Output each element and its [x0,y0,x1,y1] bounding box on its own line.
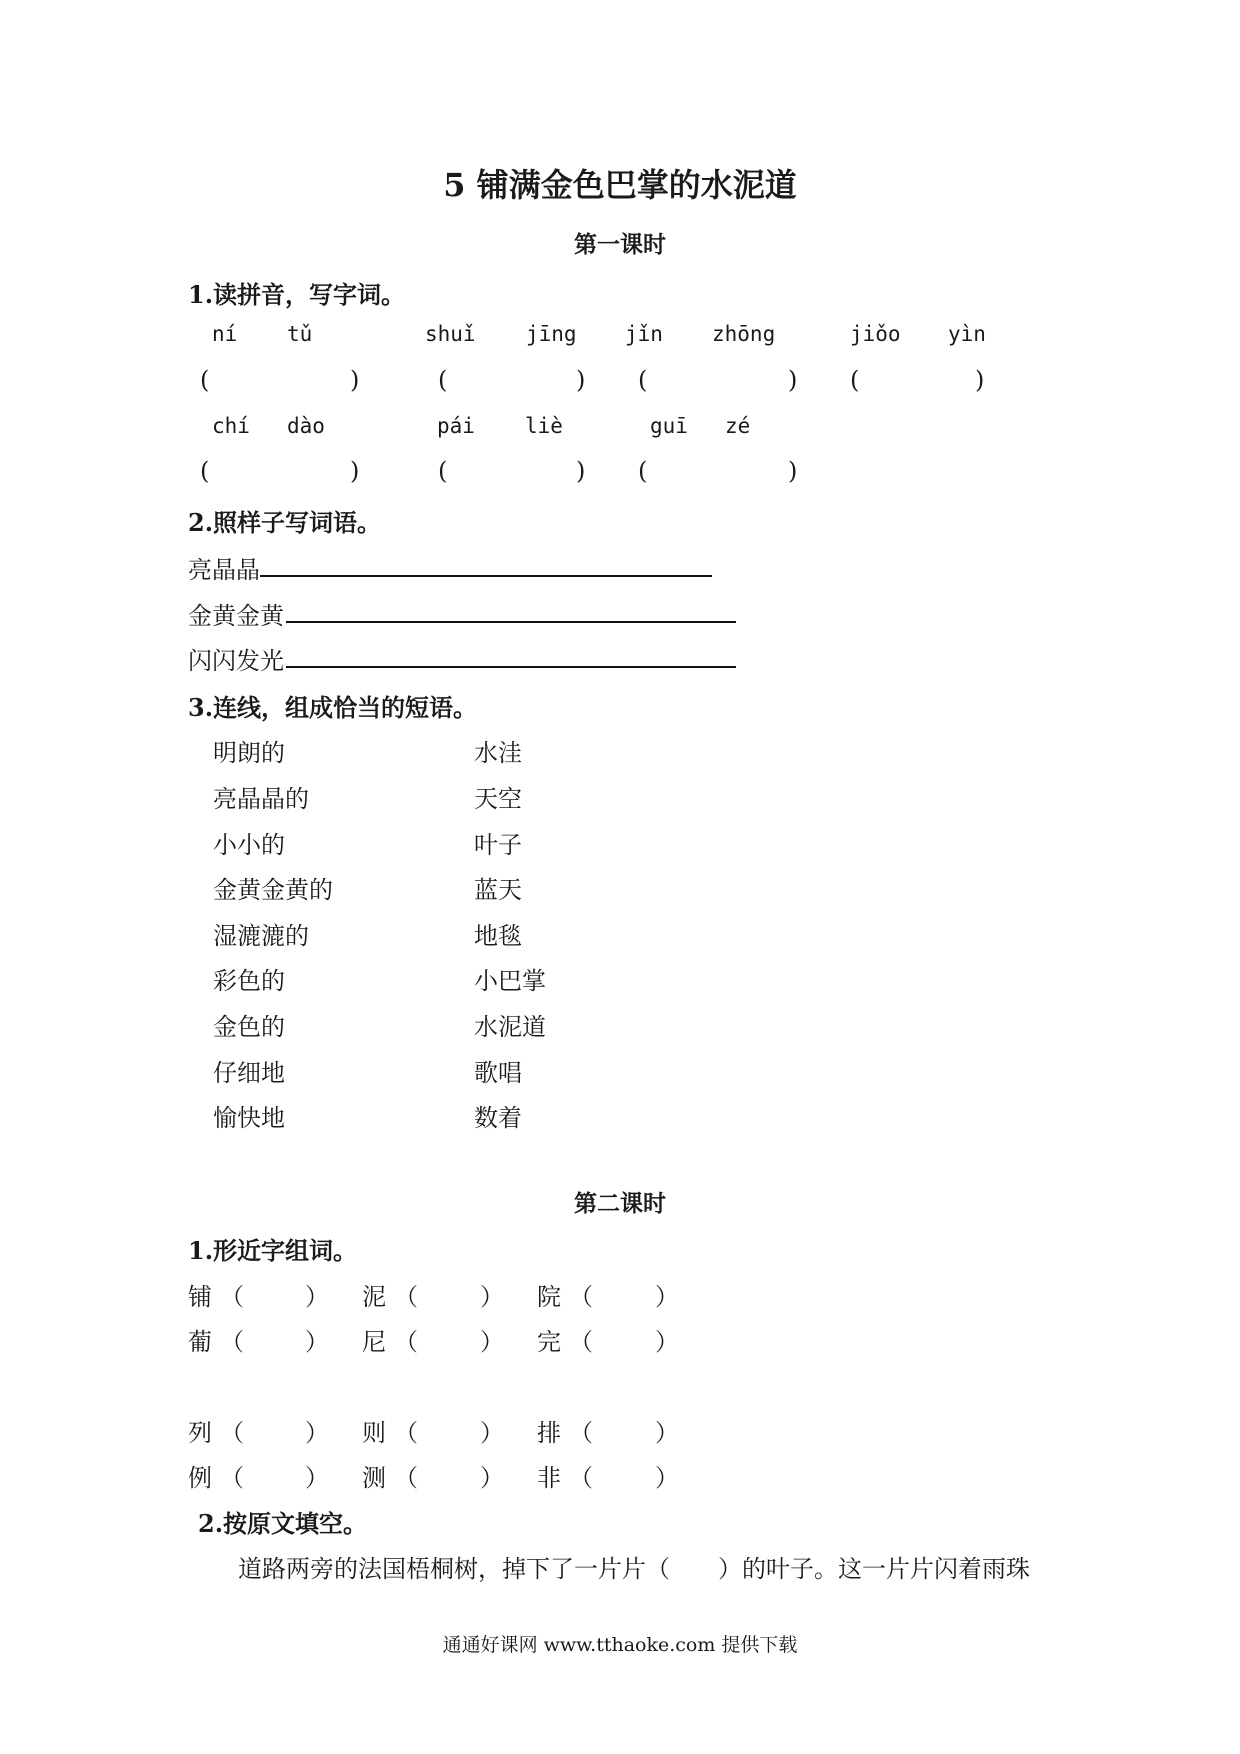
answer-blank-close: ） [655,1464,679,1492]
match-right-item: 数着 [474,1104,522,1132]
match-right-item: 蓝天 [474,876,522,904]
pinyin: zé [725,414,751,438]
similar-char: 完 [537,1328,561,1356]
pinyin: dào [287,414,325,438]
q1-heading: 1.读拼音，写字词。 [188,280,406,309]
match-left-item: 金色的 [213,1013,285,1041]
answer-blank-open: ( [850,366,860,394]
pinyin: tǔ [287,322,313,346]
pinyin: jiǒo [850,322,901,346]
answer-blank-close: ) [788,457,798,485]
pinyin: chí [212,414,250,438]
answer-blank-open: ( [438,457,448,485]
answer-blank-open: （ [394,1419,418,1447]
page-title: 5 铺满金色巴掌的水泥道 [443,166,797,204]
answer-blank-close: ） [480,1283,504,1311]
answer-blank-close: ） [480,1328,504,1356]
answer-blank-close: ) [576,457,586,485]
answer-blank-close: ） [480,1419,504,1447]
answer-blank-open: ( [638,366,648,394]
match-left-item: 愉快地 [213,1104,285,1132]
q2-heading: 2.照样子写词语。 [188,508,382,537]
similar-char: 列 [188,1419,212,1447]
answer-blank-open: ( [200,457,210,485]
similar-char: 院 [537,1283,561,1311]
answer-blank-close: ) [576,366,586,394]
answer-blank-close: ) [350,457,360,485]
answer-blank-close: ) [975,366,985,394]
l2-q2-heading: 2.按原文填空。 [198,1509,368,1538]
answer-blank-open: ( [638,457,648,485]
answer-blank-open: （ [569,1328,593,1356]
example-word: 亮晶晶 [188,556,260,584]
pinyin: ní [212,322,238,346]
answer-blank-open: ( [438,366,448,394]
similar-char: 葡 [188,1328,212,1356]
similar-char: 尼 [362,1328,386,1356]
answer-blank-open: （ [394,1464,418,1492]
answer-blank-open: ( [200,366,210,394]
answer-blank-open: （ [569,1419,593,1447]
pinyin: guī [650,414,688,438]
similar-char: 排 [537,1419,561,1447]
answer-blank-open: （ [569,1283,593,1311]
answer-line[interactable] [260,575,712,577]
l2-q1-heading: 1.形近字组词。 [188,1236,358,1265]
example-word: 闪闪发光 [188,647,284,675]
similar-char: 则 [362,1419,386,1447]
match-right-item: 天空 [474,785,522,813]
answer-blank-close: ） [305,1419,329,1447]
match-right-item: 叶子 [474,831,522,859]
similar-char: 非 [537,1464,561,1492]
match-left-item: 湿漉漉的 [213,922,309,950]
pinyin: shuǐ [425,322,476,346]
answer-blank-open: （ [394,1328,418,1356]
similar-char: 例 [188,1464,212,1492]
lesson1-label: 第一课时 [574,231,666,258]
match-left-item: 金黄金黄的 [213,876,333,904]
answer-line[interactable] [286,621,736,623]
match-right-item: 小巴掌 [474,967,546,995]
similar-char: 测 [362,1464,386,1492]
similar-char: 泥 [362,1283,386,1311]
similar-char: 铺 [188,1283,212,1311]
answer-blank-close: ) [350,366,360,394]
match-right-item: 地毯 [474,922,522,950]
answer-blank-open: （ [220,1328,244,1356]
answer-blank-close: ） [305,1328,329,1356]
answer-blank-open: （ [220,1283,244,1311]
lesson2-label: 第二课时 [574,1190,666,1217]
match-left-item: 彩色的 [213,967,285,995]
match-left-item: 小小的 [213,831,285,859]
match-left-item: 仔细地 [213,1059,285,1087]
pinyin: yìn [948,322,986,346]
example-word: 金黄金黄 [188,602,284,630]
fill-in-text: 道路两旁的法国梧桐树，掉下了一片片（ ）的叶子。这一片片闪着雨珠 [238,1555,1030,1583]
answer-blank-close: ） [655,1328,679,1356]
answer-blank-open: （ [394,1283,418,1311]
footer: 通通好课网 www.tthaoke.com 提供下载 [442,1634,798,1656]
answer-blank-close: ） [655,1283,679,1311]
match-left-item: 明朗的 [213,739,285,767]
answer-line[interactable] [286,666,736,668]
pinyin: jǐn [625,322,663,346]
pinyin: jīng [526,322,577,346]
answer-blank-close: ） [305,1283,329,1311]
answer-blank-close: ） [305,1464,329,1492]
pinyin: liè [525,414,563,438]
answer-blank-close: ） [480,1464,504,1492]
answer-blank-open: （ [220,1419,244,1447]
q3-heading: 3.连线，组成恰当的短语。 [188,693,478,722]
match-right-item: 歌唱 [474,1059,522,1087]
match-right-item: 水泥道 [474,1013,546,1041]
pinyin: pái [437,414,475,438]
answer-blank-close: ） [655,1419,679,1447]
pinyin: zhōng [712,322,776,346]
match-left-item: 亮晶晶的 [213,785,309,813]
answer-blank-close: ) [788,366,798,394]
match-right-item: 水洼 [474,739,522,767]
answer-blank-open: （ [220,1464,244,1492]
answer-blank-open: （ [569,1464,593,1492]
